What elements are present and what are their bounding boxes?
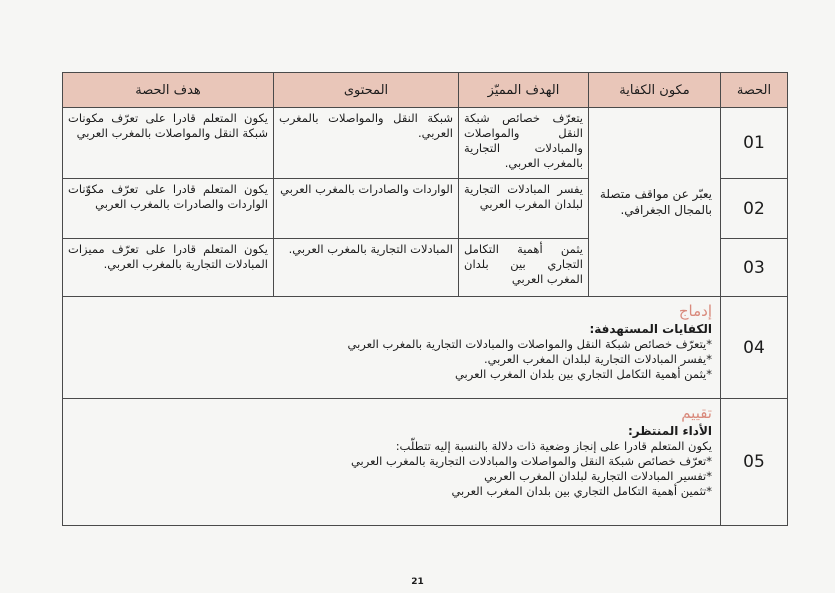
evaluation-item: *تفسير المبادلات التجارية لبلدان المغرب العربي xyxy=(484,469,712,483)
integration-item: *يفسر المبادلات التجارية لبلدان المغرب العربي. xyxy=(483,352,712,366)
evaluation-intro: يكون المتعلم قادرا على إنجاز وضعية ذات دلالة بالنسبة إليه تتطلّب: xyxy=(395,439,712,453)
distinctive-goal-cell: يتعرّف خصائص شبكة النقل والمواصلات والمبادلات التجارية بالمغرب العربي. xyxy=(459,108,589,179)
integration-item: *يثمن أهمية التكامل التجاري بين بلدان المغرب العربي xyxy=(454,367,712,381)
session-number: 04 xyxy=(721,297,788,399)
session-number: 02 xyxy=(721,179,788,239)
competence-component-cell: يعبّر عن مواقف متصلة بالمجال الجغرافي. xyxy=(589,108,721,297)
integration-row xyxy=(63,297,788,399)
distinctive-goal-cell: يفسر المبادلات التجارية لبلدان المغرب العربي xyxy=(459,179,589,239)
header-content: المحتوى xyxy=(274,73,459,108)
lesson-plan-table xyxy=(62,72,788,526)
session-goal-cell: يكون المتعلم قادرا على تعرّف مكوّنات الواردات والصادرات بالمغرب العربي xyxy=(63,179,274,239)
table-row xyxy=(63,108,788,179)
session-number: 03 xyxy=(721,239,788,297)
integration-item: *يتعرّف خصائص شبكة النقل والمواصلات والمبادلات التجارية بالمغرب العربي xyxy=(347,337,712,351)
session-goal-cell: يكون المتعلم قادرا على تعرّف مكونات شبكة النقل والمواصلات بالمغرب العربي xyxy=(63,108,274,179)
evaluation-item: *تعرّف خصائص شبكة النقل والمواصلات والمبادلات التجارية بالمغرب العربي xyxy=(350,454,712,468)
evaluation-cell xyxy=(63,399,721,526)
table-header-row xyxy=(63,73,788,108)
session-goal-cell: يكون المتعلم قادرا على تعرّف مميزات المبادلات التجارية بالمغرب العربي. xyxy=(63,239,274,297)
content-cell: المبادلات التجارية بالمغرب العربي. xyxy=(274,239,459,297)
evaluation-subtitle: الأداء المنتظر: xyxy=(627,424,712,438)
evaluation-title: تقييم xyxy=(681,404,712,422)
integration-cell xyxy=(63,297,721,399)
page-number: 21 xyxy=(411,577,424,587)
distinctive-goal-cell: يثمن أهمية التكامل التجاري بين بلدان المغرب العربي xyxy=(459,239,589,297)
header-competence-component: مكون الكفاية xyxy=(589,73,721,108)
content-cell: الواردات والصادرات بالمغرب العربي xyxy=(274,179,459,239)
session-number: 05 xyxy=(721,399,788,526)
header-distinctive-goal: الهدف المميّز xyxy=(459,73,589,108)
header-session-goal: هدف الحصة xyxy=(63,73,274,108)
session-number: 01 xyxy=(721,108,788,179)
integration-subtitle: الكفايات المستهدفة: xyxy=(589,322,712,336)
integration-title: إدماج xyxy=(678,302,712,320)
evaluation-row xyxy=(63,399,788,526)
content-cell: شبكة النقل والمواصلات بالمغرب العربي. xyxy=(274,108,459,179)
header-session: الحصة xyxy=(721,73,788,108)
evaluation-item: *تثمين أهمية التكامل التجاري بين بلدان المغرب العربي xyxy=(451,484,712,498)
